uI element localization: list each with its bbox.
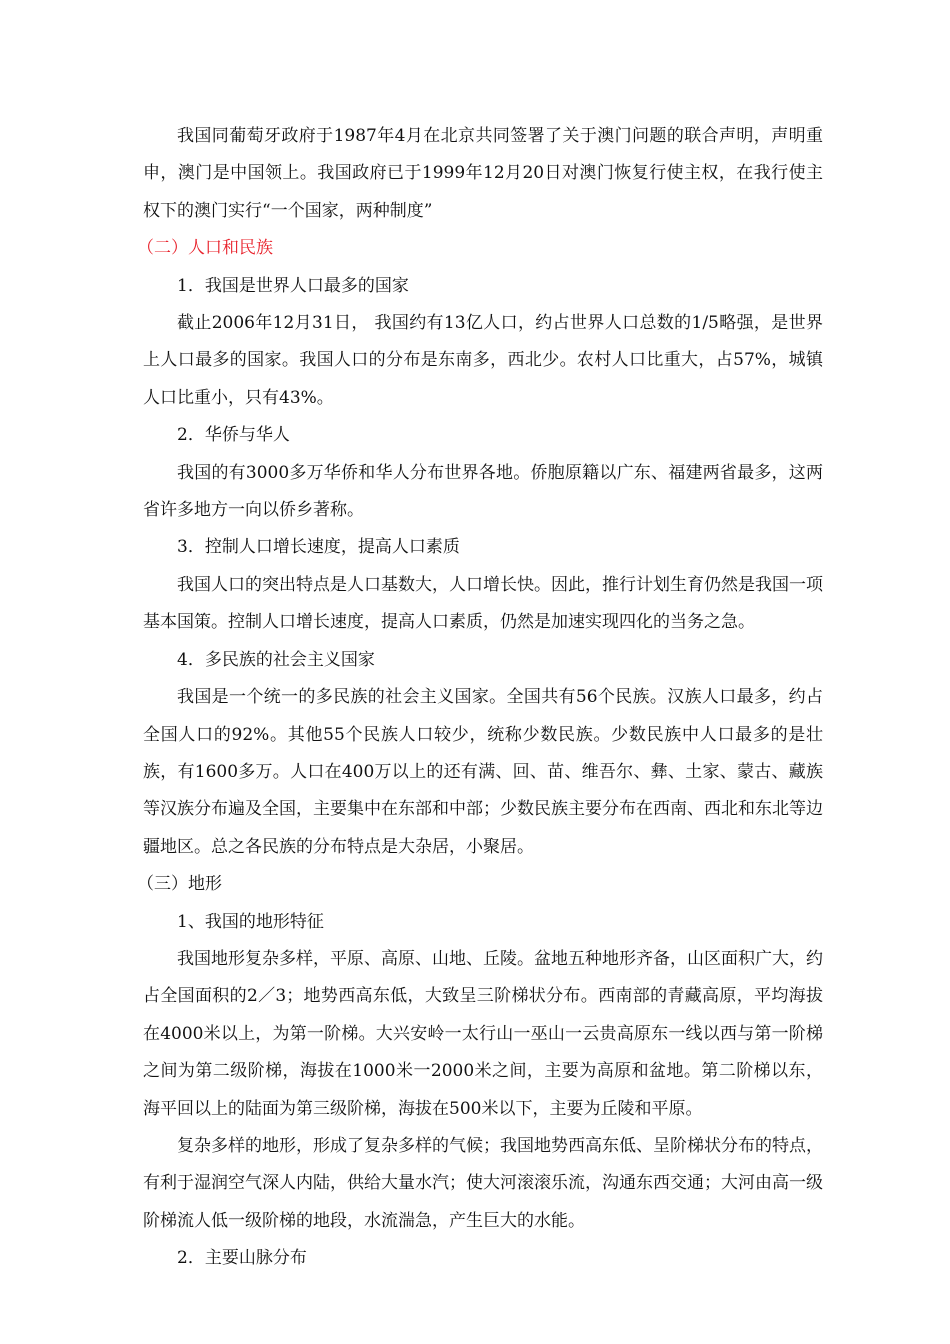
paragraph-terrain-features: 我国地形复杂多样，平原、高原、山地、丘陵。盆地五种地形齐备，山区面积广大，约占全国面积的2／3；地势西高东低，大致呈三阶梯状分布。西南部的青藏高原，平均海拔在4000米以上，为第一阶梯。大兴安岭一太行山一巫山一云贵高原东一线以西与第一阶梯之间为第二级阶梯，海拔在1000米一2000米之间，主要为高原和盆地。第二阶梯以东，海平回以上的陆面为第三级阶梯，海拔在500米以下，主要为丘陵和平原。 <box>143 948 823 1119</box>
subheading-terrain-features: 1、我国的地形特征 <box>177 911 324 932</box>
section-heading-terrain: （三）地形 <box>137 874 222 895</box>
document-body <box>137 118 823 1278</box>
paragraph-overseas-chinese: 我国的有3000多万华侨和华人分布世界各地。侨胞原籍以广东、福建两省最多，这两省许多地方一向以侨乡著称。 <box>143 462 823 521</box>
subheading-population-control: 3．控制人口增长速度，提高人口素质 <box>177 537 460 558</box>
paragraph-population-stats: 截止2006年12月31日， 我国约有13亿人口，约占世界人口总数的1/5略强，是世界上人口最多的国家。我国人口的分布是东南多，西北少。农村人口比重大，占57%，城镇人口比重小，只有43%。 <box>143 313 823 408</box>
paragraph-population-control: 我国人口的突出特点是人口基数大，人口增长快。因此，推行计划生育仍然是我国一项基本国策。控制人口增长速度，提高人口素质，仍然是加速实现四化的当务之急。 <box>143 574 823 633</box>
subheading-largest-population: 1．我国是世界人口最多的国家 <box>177 275 409 296</box>
paragraph-terrain-effects: 复杂多样的地形，形成了复杂多样的气候；我国地势西高东低、呈阶梯状分布的特点，有利于湿润空气深人内陆，供给大量水汽；使大河滚滚乐流，沟通东西交通；大河由高一级阶梯流人低一级阶梯的地段，水流湍急，产生巨大的水能。 <box>143 1135 823 1231</box>
subheading-overseas-chinese: 2．华侨与华人 <box>177 425 290 446</box>
subheading-multi-ethnic-state: 4．多民族的社会主义国家 <box>177 649 375 670</box>
subheading-mountain-ranges: 2．主要山脉分布 <box>177 1248 307 1269</box>
paragraph-ethnic-groups: 我国是一个统一的多民族的社会主义国家。全国共有56个民族。汉族人口最多，约占全国人口的92%。其他55个民族人口较少，统称少数民族。少数民族中人口最多的是壮族，有1600多万。人口在400万以上的还有满、回、苗、维吾尔、彝、土家、蒙古、藏族等汉族分布遍及全国，主要集中在东部和中部；少数民族主要分布在西南、西北和东北等边疆地区。总之各民族的分布特点是大杂居，小聚居。 <box>143 687 823 857</box>
section-heading-population-ethnicity: （二）人口和民族 <box>137 238 273 259</box>
paragraph-macau-declaration: 我国同葡萄牙政府于1987年4月在北京共同签署了关于澳门问题的联合声明，声明重申，澳门是中国领上。我国政府已于1999年12月20日对澳门恢复行使主权，在我行使主权下的澳门实行“一个国家，两种制度” <box>143 126 823 221</box>
